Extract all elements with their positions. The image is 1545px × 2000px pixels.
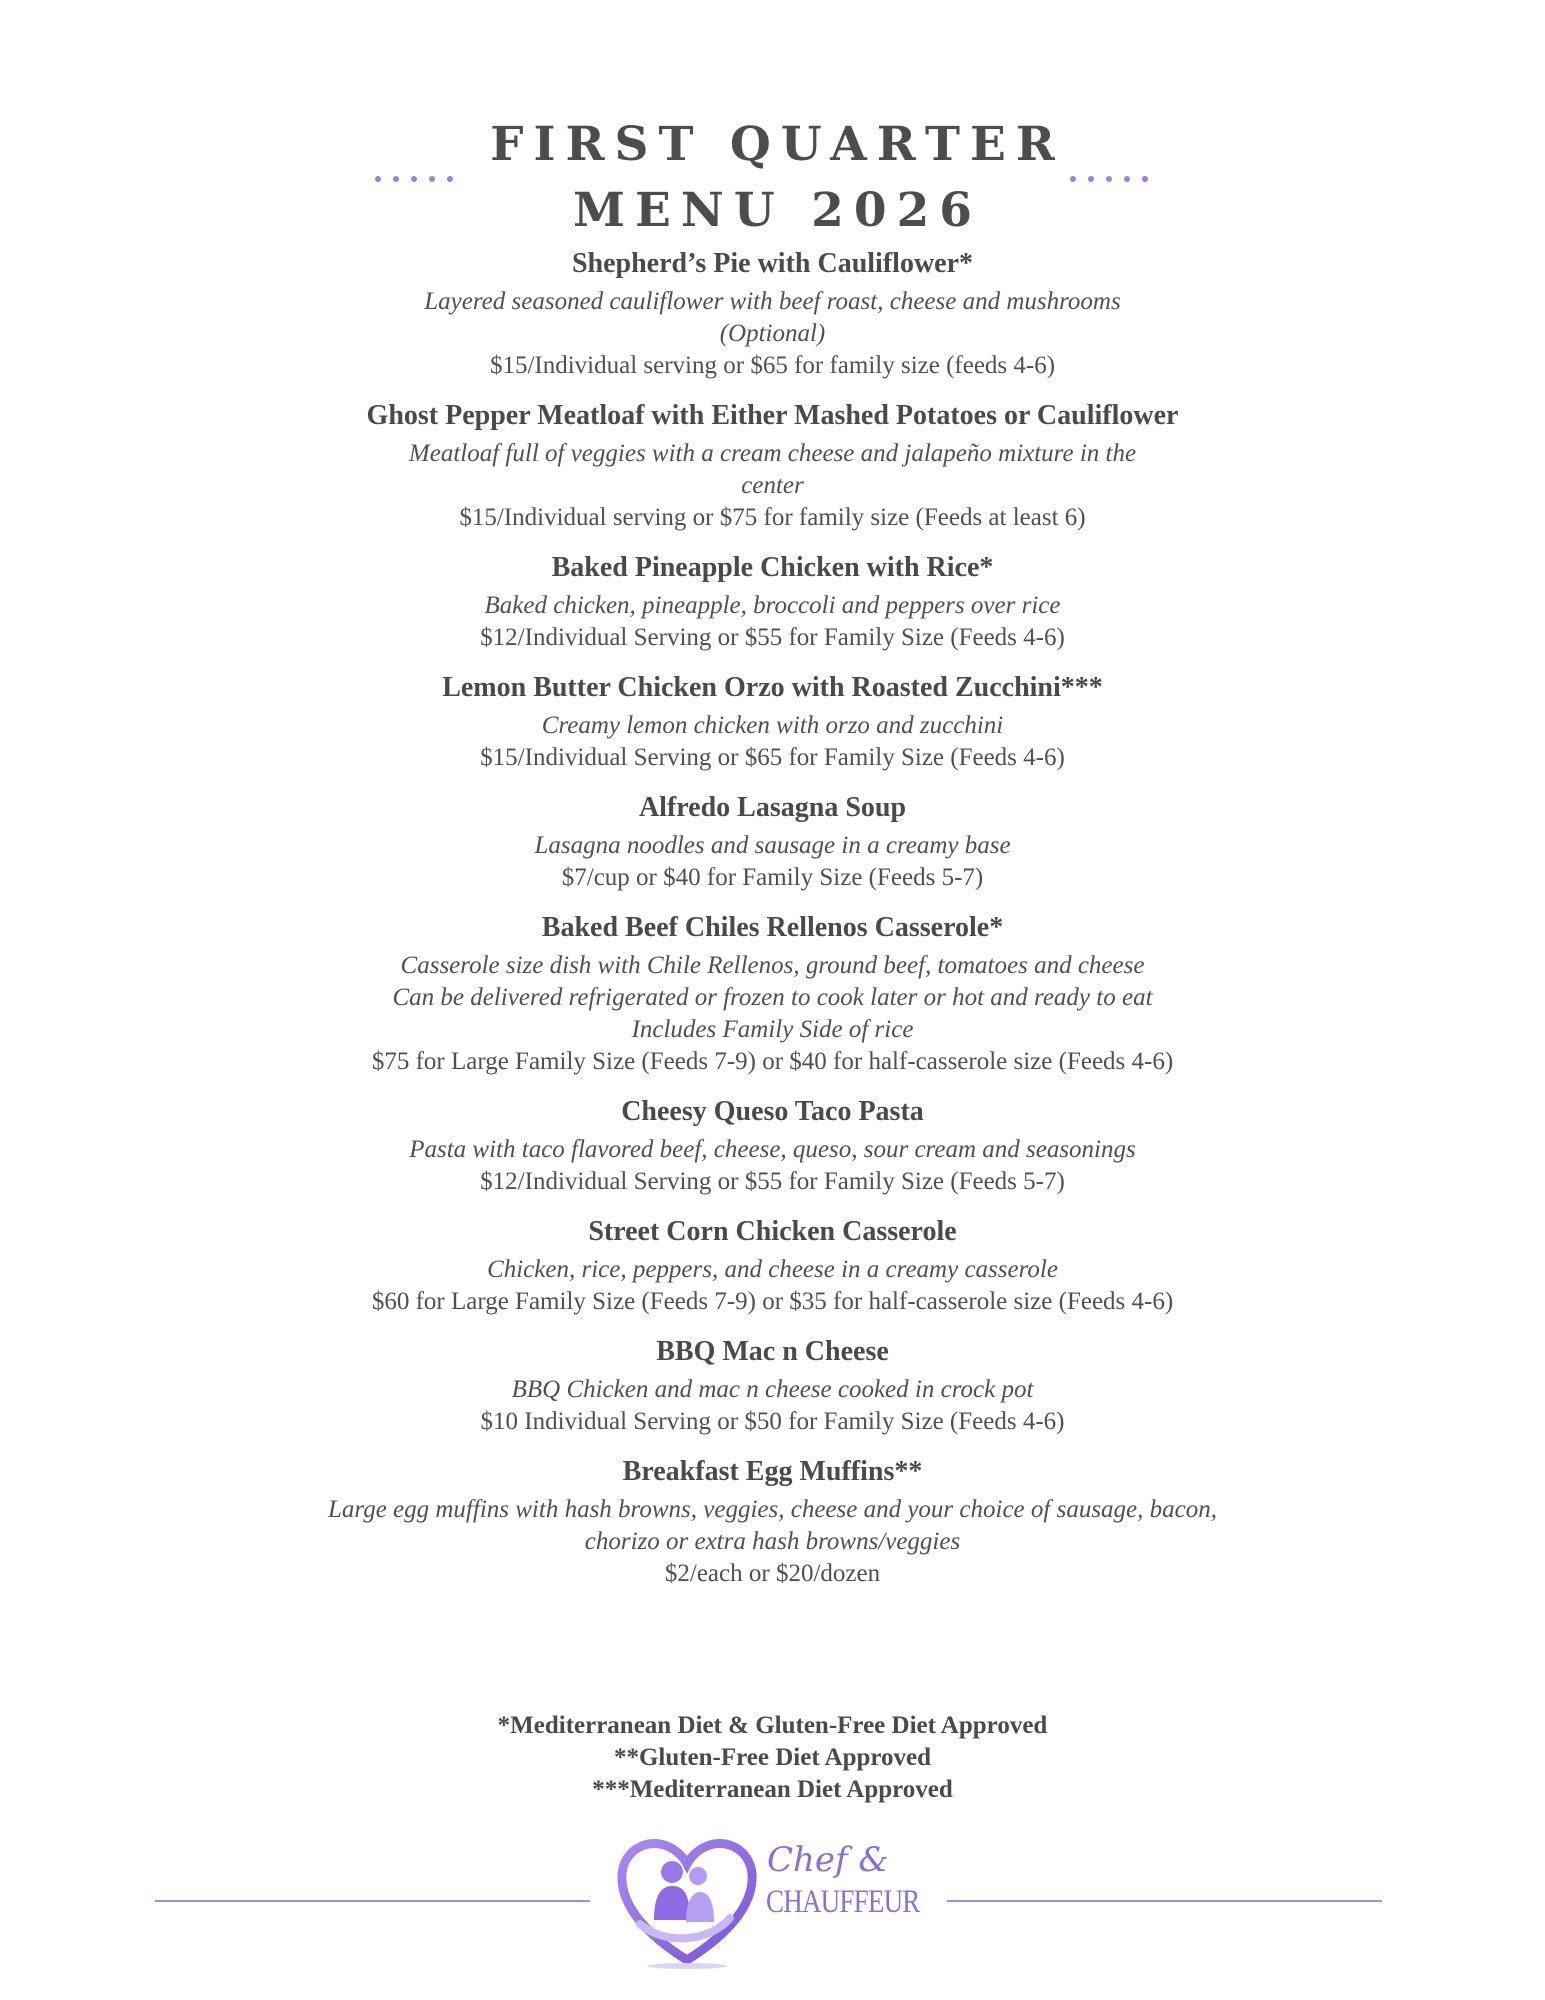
menu-item-price: $7/cup or $40 for Family Size (Feeds 5-7) bbox=[561, 864, 984, 891]
menu-list bbox=[290, 246, 1255, 1606]
menu-item bbox=[290, 550, 1255, 654]
menu-item-description: Meatloaf full of veggies with a cream cheese and jalapeño mixture in the center bbox=[408, 440, 1137, 499]
menu-item-name: Baked Pineapple Chicken with Rice* bbox=[551, 552, 994, 583]
menu-item bbox=[290, 1214, 1255, 1318]
menu-item-description: Creamy lemon chicken with orzo and zucchini bbox=[541, 712, 1004, 739]
menu-item-name: Ghost Pepper Meatloaf with Either Mashed Potatoes or Cauliflower bbox=[366, 400, 1179, 431]
menu-item bbox=[290, 910, 1255, 1078]
menu-item-description: BBQ Chicken and mac n cheese cooked in crock pot bbox=[511, 1376, 1034, 1403]
menu-item bbox=[290, 1454, 1255, 1590]
menu-item bbox=[290, 1334, 1255, 1438]
menu-item-name: Alfredo Lasagna Soup bbox=[638, 792, 907, 823]
diet-notes bbox=[0, 1710, 1545, 1806]
divider-right bbox=[947, 1900, 1382, 1902]
decorative-dots-right bbox=[1070, 176, 1148, 182]
decorative-dots-left bbox=[375, 176, 453, 182]
menu-item bbox=[290, 670, 1255, 774]
menu-item bbox=[290, 790, 1255, 894]
menu-item-price: $12/Individual Serving or $55 for Family Size (Feeds 5-7) bbox=[480, 1168, 1065, 1195]
menu-item bbox=[290, 398, 1255, 534]
menu-item-name: Baked Beef Chiles Rellenos Casserole* bbox=[541, 912, 1004, 943]
diet-note: **Gluten-Free Diet Approved bbox=[613, 1744, 932, 1771]
menu-item-price: $75 for Large Family Size (Feeds 7-9) or $40 for half-casserole size (Feeds 4-6) bbox=[371, 1048, 1174, 1075]
divider-left bbox=[155, 1900, 590, 1902]
diet-note: ***Mediterranean Diet Approved bbox=[592, 1776, 953, 1803]
menu-item-description-line: Includes Family Side of rice bbox=[631, 1016, 914, 1043]
menu-item bbox=[290, 1094, 1255, 1198]
logo-text-chauffeur: CHAUFFEUR bbox=[766, 1884, 920, 1920]
menu-item-name: Street Corn Chicken Casserole bbox=[588, 1216, 957, 1247]
menu-item-price: $15/Individual serving or $75 for family size (Feeds at least 6) bbox=[459, 504, 1086, 531]
menu-item-description: Pasta with taco flavored beef, cheese, queso, sour cream and seasonings bbox=[409, 1136, 1136, 1163]
title-line-1: FIRST QUARTER bbox=[490, 117, 1065, 172]
menu-item-name: Lemon Butter Chicken Orzo with Roasted Zucchini*** bbox=[442, 672, 1103, 703]
menu-item-name: Cheesy Queso Taco Pasta bbox=[621, 1096, 924, 1127]
heart-family-icon bbox=[612, 1832, 762, 1972]
menu-item-price: $2/each or $20/dozen bbox=[664, 1560, 881, 1587]
menu-item-price: $10 Individual Serving or $50 for Family Size (Feeds 4-6) bbox=[480, 1408, 1065, 1435]
menu-item bbox=[290, 246, 1255, 382]
logo-text-chef: Chef & bbox=[767, 1840, 889, 1880]
menu-item-description-line: Can be delivered refrigerated or frozen to cook later or hot and ready to eat bbox=[392, 984, 1153, 1011]
menu-item-description: Baked chicken, pineapple, broccoli and peppers over rice bbox=[484, 592, 1061, 619]
menu-item-description: Chicken, rice, peppers, and cheese in a creamy casserole bbox=[487, 1256, 1058, 1283]
menu-item-price: $12/Individual Serving or $55 for Family Size (Feeds 4-6) bbox=[480, 624, 1065, 651]
menu-item-description: Large egg muffins with hash browns, veggies, cheese and your choice of sausage, bacon, chorizo or extra hash browns/veggies bbox=[327, 1496, 1217, 1555]
menu-item-price: $60 for Large Family Size (Feeds 7-9) or $35 for half-casserole size (Feeds 4-6) bbox=[371, 1288, 1174, 1315]
menu-item-description-line: Casserole size dish with Chile Rellenos, ground beef, tomatoes and cheese bbox=[400, 952, 1145, 979]
chef-chauffeur-logo bbox=[612, 1832, 920, 1972]
title-line-2: MENU 2026 bbox=[573, 183, 982, 238]
menu-item-price: $15/Individual serving or $65 for family size (feeds 4-6) bbox=[489, 352, 1056, 379]
menu-item-name: Breakfast Egg Muffins** bbox=[622, 1456, 923, 1487]
diet-note: *Mediterranean Diet & Gluten-Free Diet Approved bbox=[497, 1712, 1048, 1739]
menu-item-description: Layered seasoned cauliflower with beef roast, cheese and mushrooms (Optional) bbox=[424, 288, 1121, 347]
page-title bbox=[0, 112, 1545, 244]
menu-item-price: $15/Individual Serving or $65 for Family Size (Feeds 4-6) bbox=[480, 744, 1065, 771]
menu-item-name: Shepherd’s Pie with Cauliflower* bbox=[571, 248, 974, 279]
menu-item-description: Lasagna noodles and sausage in a creamy base bbox=[534, 832, 1011, 859]
menu-item-name: BBQ Mac n Cheese bbox=[656, 1336, 889, 1367]
